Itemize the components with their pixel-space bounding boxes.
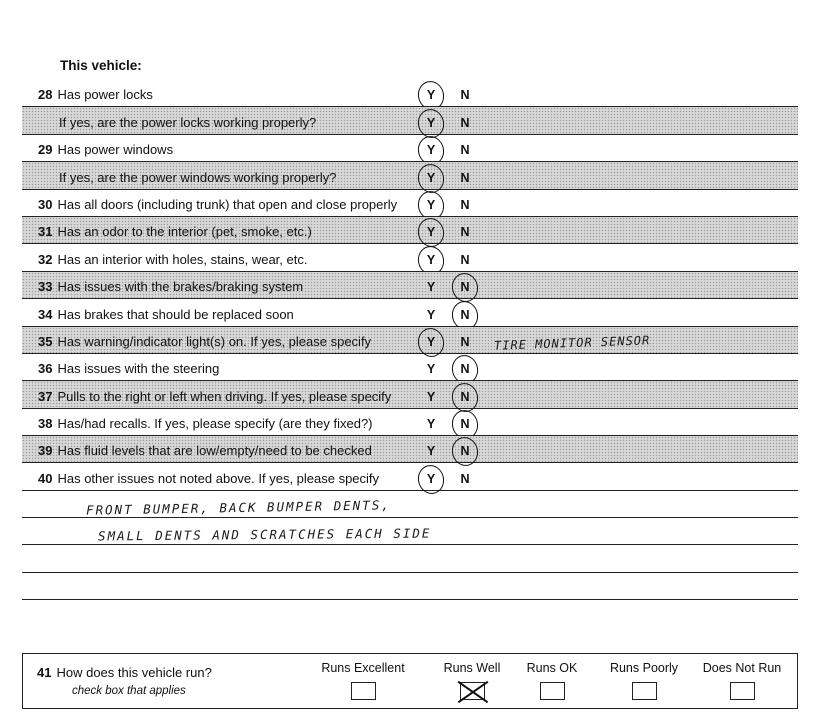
question-text — [38, 197, 397, 212]
no-option[interactable]: N — [460, 252, 470, 267]
no-option[interactable]: N — [458, 417, 472, 431]
question-label: Has issues with the brakes/braking system — [57, 279, 304, 295]
run-option — [313, 661, 413, 700]
question-number: 29 — [38, 142, 53, 158]
question-row — [22, 327, 798, 354]
question-row — [22, 162, 798, 189]
question-text — [38, 443, 372, 458]
question-number: 31 — [38, 224, 53, 240]
question-41-box — [22, 653, 798, 709]
handwritten-notes-area — [22, 491, 798, 600]
question-row — [22, 107, 798, 134]
question-text — [38, 252, 307, 267]
no-option[interactable]: N — [460, 471, 470, 486]
no-option[interactable]: N — [458, 308, 472, 322]
run-option-label: Runs Well — [443, 661, 501, 675]
run-option-label: Does Not Run — [702, 661, 782, 675]
question-row — [22, 217, 798, 244]
question-text — [38, 416, 373, 431]
no-option[interactable]: N — [460, 197, 470, 212]
question-text — [38, 471, 379, 486]
yes-option[interactable]: Y — [424, 225, 438, 239]
question-label: Pulls to the right or left when driving. If yes, please specify — [57, 388, 392, 404]
question-row — [22, 80, 798, 107]
write-in-line[interactable] — [22, 518, 798, 545]
no-option[interactable]: N — [460, 115, 470, 130]
run-option-label: Runs Poorly — [609, 661, 679, 675]
yes-option[interactable]: Y — [426, 417, 436, 432]
yes-option[interactable]: Y — [424, 472, 438, 486]
question-number: 36 — [38, 361, 53, 377]
run-option-checkbox[interactable] — [540, 682, 565, 700]
question-number: 37 — [38, 388, 53, 404]
question-number: 33 — [38, 279, 53, 295]
run-option-checkbox[interactable] — [460, 682, 485, 700]
question-list — [22, 80, 798, 491]
question-number: 34 — [38, 306, 53, 322]
question-number: 39 — [38, 443, 53, 459]
yes-option[interactable]: Y — [424, 198, 438, 212]
run-option-checkbox[interactable] — [632, 682, 657, 700]
no-option[interactable]: N — [460, 170, 470, 185]
question-label: If yes, are the power locks working properly? — [59, 114, 317, 130]
question-row — [22, 272, 798, 299]
run-option-checkbox[interactable] — [351, 682, 376, 700]
question-text — [59, 115, 316, 130]
question-text — [38, 307, 294, 322]
section-title: This vehicle: — [60, 58, 142, 73]
yes-option[interactable]: Y — [426, 389, 436, 404]
no-option[interactable]: N — [460, 334, 470, 349]
question-text — [38, 224, 312, 239]
question-text — [38, 389, 391, 404]
question-number: 35 — [38, 333, 53, 349]
yes-option[interactable]: Y — [424, 171, 438, 185]
question-label: How does this vehicle run? — [56, 665, 212, 680]
question-row — [22, 244, 798, 271]
handwritten-text: FRONT BUMPER, BACK BUMPER DENTS, — [85, 497, 391, 518]
question-text — [38, 142, 173, 157]
question-row — [22, 463, 798, 490]
write-in-line[interactable] — [22, 491, 798, 518]
question-row — [22, 381, 798, 408]
question-number: 32 — [38, 251, 53, 267]
run-option — [594, 661, 694, 700]
run-option — [692, 661, 792, 700]
question-41-hint: check box that applies — [72, 685, 186, 697]
no-option[interactable]: N — [458, 280, 472, 294]
question-row — [22, 190, 798, 217]
write-in-line[interactable] — [22, 545, 798, 572]
question-label: Has issues with the steering — [57, 361, 220, 377]
question-number: 41 — [37, 665, 52, 680]
yes-option[interactable]: Y — [424, 335, 438, 349]
question-row — [22, 409, 798, 436]
question-label: Has all doors (including trunk) that open and close properly — [57, 196, 398, 212]
run-option — [502, 661, 602, 700]
question-text — [59, 170, 336, 185]
yes-option[interactable]: Y — [426, 444, 436, 459]
question-label: Has an interior with holes, stains, wear, etc. — [57, 251, 308, 267]
question-label: Has other issues not noted above. If yes, please specify — [57, 470, 380, 486]
question-label: Has fluid levels that are low/empty/need to be checked — [57, 443, 372, 459]
no-option[interactable]: N — [458, 444, 472, 458]
question-text — [38, 87, 153, 102]
question-text — [38, 279, 303, 294]
question-number: 28 — [38, 87, 53, 103]
question-41-text — [37, 665, 212, 680]
question-number: 30 — [38, 196, 53, 212]
question-label: Has/had recalls. If yes, please specify (are they fixed?) — [57, 416, 373, 432]
no-option[interactable]: N — [460, 88, 470, 103]
run-option-label: Runs Excellent — [321, 661, 405, 675]
question-label: Has power locks — [57, 87, 153, 103]
question-number: 38 — [38, 416, 53, 432]
yes-option[interactable]: Y — [426, 280, 436, 295]
question-row — [22, 354, 798, 381]
yes-option[interactable]: Y — [424, 143, 438, 157]
yes-option[interactable]: Y — [424, 253, 438, 267]
handwritten-text: SMALL DENTS AND SCRATCHES EACH SIDE — [97, 525, 432, 544]
question-label: Has power windows — [57, 142, 174, 158]
write-in-line[interactable] — [22, 573, 798, 600]
question-row — [22, 135, 798, 162]
yes-option[interactable]: Y — [424, 88, 438, 102]
question-text — [38, 361, 219, 376]
question-label: Has brakes that should be replaced soon — [57, 306, 294, 322]
yes-option[interactable]: Y — [426, 362, 436, 377]
run-option-checkbox[interactable] — [730, 682, 755, 700]
run-option-label: Runs OK — [526, 661, 578, 675]
question-label: Has an odor to the interior (pet, smoke, etc.) — [57, 224, 312, 240]
no-option[interactable]: N — [458, 390, 472, 404]
no-option[interactable]: N — [460, 225, 470, 240]
question-row — [22, 299, 798, 326]
question-label: Has warning/indicator light(s) on. If yes, please specify — [57, 333, 372, 349]
question-text — [38, 334, 371, 349]
question-row — [22, 436, 798, 463]
question-label: If yes, are the power windows working properly? — [59, 169, 337, 185]
question-number: 40 — [38, 470, 53, 486]
yes-option[interactable]: Y — [426, 307, 436, 322]
no-option[interactable]: N — [460, 143, 470, 158]
handwritten-note: TIRE MONITOR SENSOR — [493, 333, 651, 353]
yes-option[interactable]: Y — [424, 116, 438, 130]
no-option[interactable]: N — [458, 362, 472, 376]
